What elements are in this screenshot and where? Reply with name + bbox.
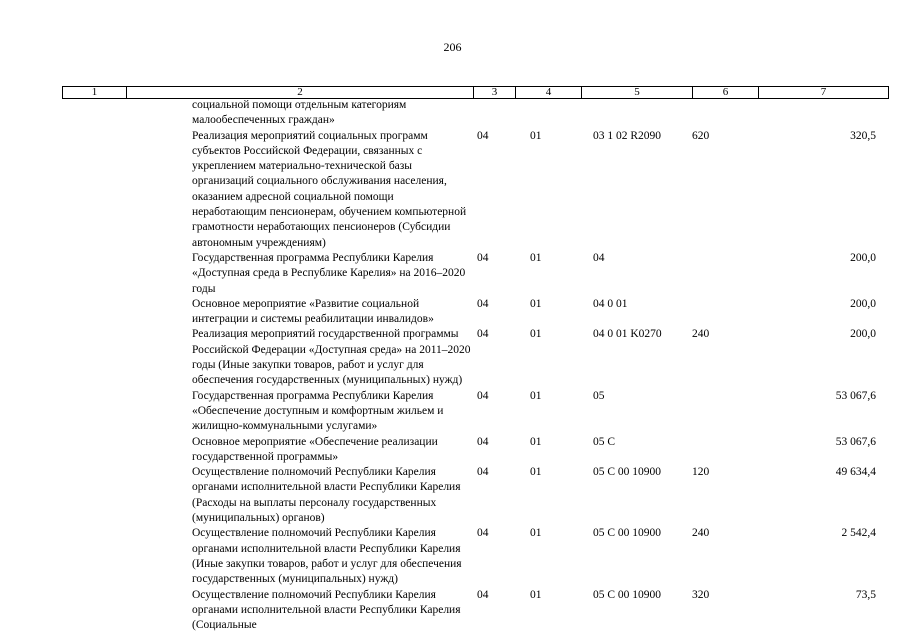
item-name: Реализация мероприятий социальных программ субъектов Российской Федерации, связанных с укреплением материально-технической базы организаций социального обслуживания населения, оказанием адресной социальной помощи неработающим пенсионерам, обучением компьютерной грамотности неработающих пенсионеров (Субсидии автономным учреждениям) (192, 129, 467, 249)
section-code: 04 (477, 129, 489, 142)
table-row (62, 327, 888, 388)
expense-type-code (692, 98, 758, 129)
header-col-2: 2 (127, 87, 474, 99)
expense-type-code: 240 (692, 527, 710, 540)
expense-type-code (692, 389, 758, 435)
subsection-code: 01 (530, 588, 542, 601)
item-name: Основное мероприятие «Обеспечение реализации государственной программы» (192, 435, 438, 463)
page-number: 206 (443, 40, 462, 54)
target-article-code: 05 С 00 10900 (593, 466, 662, 479)
target-article-code: 04 0 01 (593, 297, 628, 310)
amount: 49 634,4 (835, 466, 876, 479)
section-code: 04 (477, 588, 489, 601)
item-name: Осуществление полномочий Республики Карелия органами исполнительной власти Республики Карелия (Расходы на выплаты персоналу государственных (муниципальных) органов) (192, 466, 461, 525)
row-number-cell (62, 98, 126, 129)
row-number-cell (62, 526, 126, 587)
expense-type-code (692, 435, 758, 466)
item-name: социальной помощи отдельным категориям малообеспеченных граждан» (192, 99, 407, 127)
expense-type-code: 120 (692, 466, 710, 479)
item-name: Государственная программа Республики Карелия «Доступная среда в Республике Карелия» на 2016–2020 годы (192, 251, 466, 295)
row-number-cell (62, 251, 126, 297)
amount: 73,5 (855, 588, 876, 601)
subsection-code: 01 (530, 297, 542, 310)
amount: 200,0 (850, 297, 876, 310)
table-row (62, 251, 888, 297)
amount: 320,5 (850, 129, 876, 142)
expense-type-code (692, 251, 758, 297)
header-col-3: 3 (474, 87, 516, 99)
budget-table (62, 98, 888, 633)
row-number-cell (62, 588, 126, 634)
target-article-code: 04 0 01 K0270 (593, 328, 662, 341)
expense-type-code (692, 297, 758, 328)
expense-type-code: 620 (692, 129, 710, 142)
section-code: 04 (477, 389, 489, 402)
subsection-code: 01 (530, 466, 542, 479)
item-name: Осуществление полномочий Республики Карелия органами исполнительной власти Республики Карелия (Иные закупки товаров, работ и услуг для обеспечения государственных (муниципальных) нужд) (192, 527, 462, 586)
subsection-code (515, 98, 581, 129)
subsection-code: 01 (530, 435, 542, 448)
amount: 2 542,4 (841, 527, 876, 540)
header-row (63, 87, 889, 99)
expense-type-code: 240 (692, 328, 710, 341)
section-code (473, 98, 515, 129)
section-code: 04 (477, 527, 489, 540)
target-article-code: 05 С 00 10900 (593, 588, 662, 601)
section-code: 04 (477, 297, 489, 310)
row-number-cell (62, 389, 126, 435)
item-name: Основное мероприятие «Развитие социальной интеграции и системы реабилитации инвалидов» (192, 297, 434, 326)
amount: 53 067,6 (835, 435, 876, 448)
header-col-5: 5 (582, 87, 693, 99)
amount: 200,0 (850, 328, 876, 341)
table-row (62, 526, 888, 587)
header-col-6: 6 (693, 87, 759, 99)
row-number-cell (62, 435, 126, 466)
item-name: Реализация мероприятий государственной программы Российской Федерации «Доступная среда» на 2011–2020 годы (Иные закупки товаров, работ и услуг для обеспечения государственных (муниципальных) нужд) (192, 328, 471, 387)
header-col-1: 1 (63, 87, 127, 99)
target-article-code: 03 1 02 R2090 (593, 129, 662, 142)
item-name: Государственная программа Республики Карелия «Обеспечение доступным и комфортным жильем и жилищно-коммунальными услугами» (192, 389, 444, 433)
table-row (62, 465, 888, 526)
section-code: 04 (477, 251, 489, 264)
row-number-cell (62, 465, 126, 526)
amount: 200,0 (850, 251, 876, 264)
amount (758, 98, 888, 129)
amount: 53 067,6 (835, 389, 876, 402)
table-row (62, 588, 888, 634)
target-article-code: 04 (593, 251, 605, 264)
row-number-cell (62, 129, 126, 251)
header-col-7: 7 (759, 87, 889, 99)
section-code: 04 (477, 466, 489, 479)
target-article-code: 05 С 00 10900 (593, 527, 662, 540)
section-code: 04 (477, 328, 489, 341)
table-row (62, 98, 888, 129)
expense-type-code: 320 (692, 588, 710, 601)
row-number-cell (62, 327, 126, 388)
section-code: 04 (477, 435, 489, 448)
target-article-code (581, 98, 692, 129)
subsection-code: 01 (530, 389, 542, 402)
subsection-code: 01 (530, 251, 542, 264)
item-name: Осуществление полномочий Республики Карелия органами исполнительной власти Республики Карелия (Социальные (192, 588, 461, 632)
subsection-code: 01 (530, 527, 542, 540)
header-col-4: 4 (516, 87, 582, 99)
table-row (62, 297, 888, 328)
target-article-code: 05 (593, 389, 605, 402)
subsection-code: 01 (530, 328, 542, 341)
target-article-code: 05 С (593, 435, 616, 448)
table-row (62, 435, 888, 466)
row-number-cell (62, 297, 126, 328)
table-row (62, 129, 888, 251)
table-row (62, 389, 888, 435)
subsection-code: 01 (530, 129, 542, 142)
